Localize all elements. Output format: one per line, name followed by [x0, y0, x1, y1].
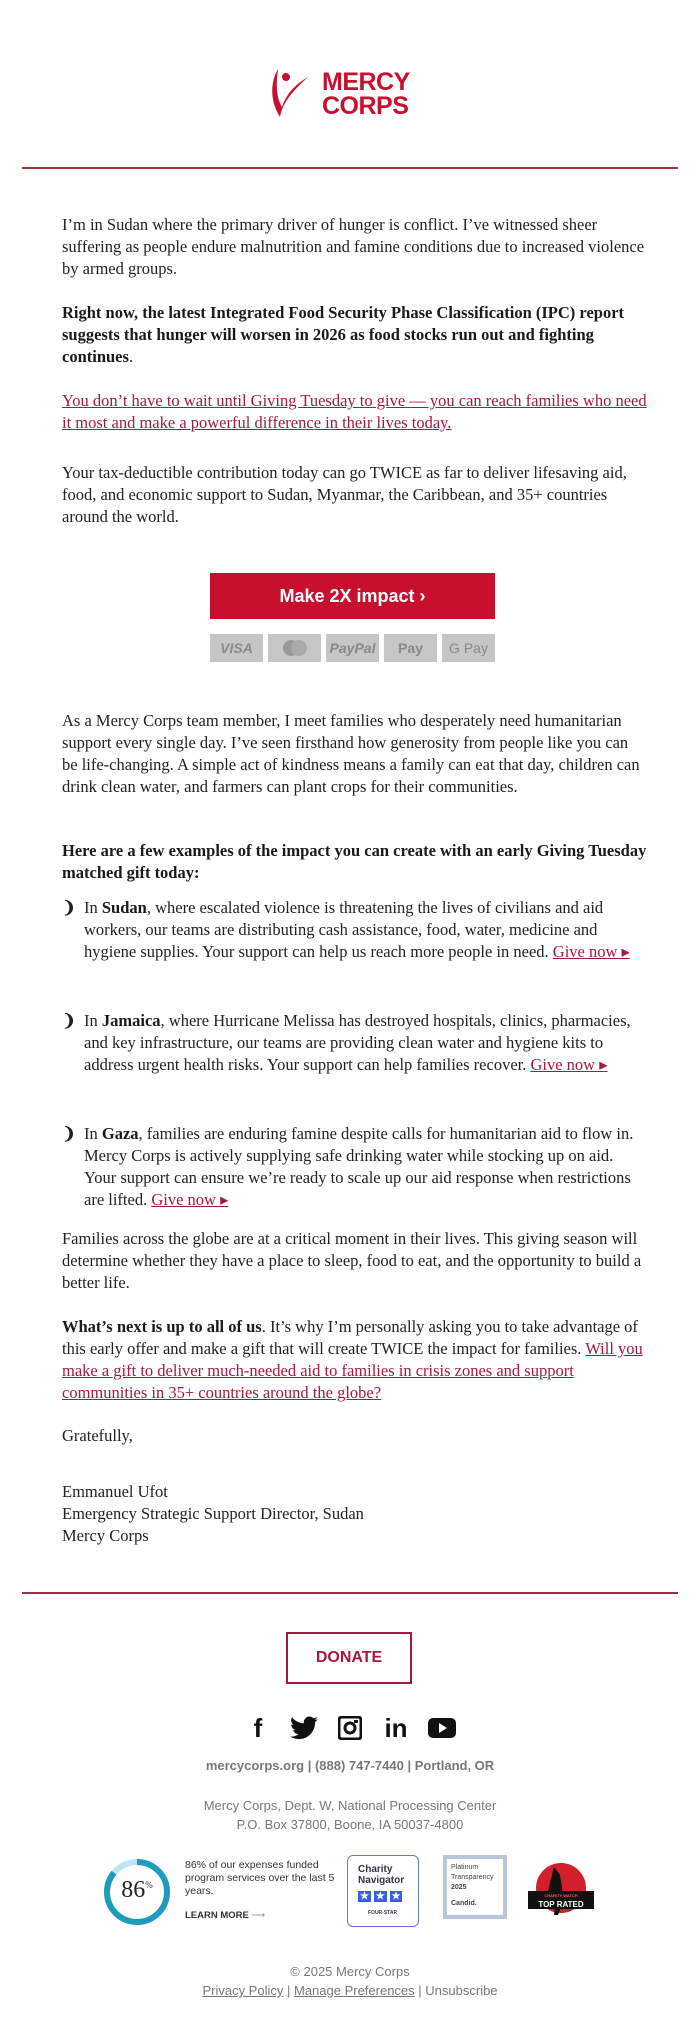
mercy-corps-logo[interactable]: [268, 64, 438, 124]
mercy-corps-leaf-icon: [268, 65, 316, 123]
candid-3: 2025: [451, 1884, 467, 1891]
header-divider: [22, 167, 678, 169]
bullet-text: , where Hurricane Melissa has destroyed hospitals, clinics, pharmacies, and key infrastructure, our teams are providing clean water and hygiene kits to address urgent health risks. Your support can help families recover.: [84, 1011, 631, 1074]
stat-value: 86: [121, 1877, 146, 1903]
intro-paragraph-4: Your tax-deductible contribution today can go TWICE as far to deliver lifesaving aid, food, and economic support to Sudan, Myanmar, the Caribbean, and 35+ countries around the world.: [62, 463, 627, 526]
bullet-chevron-icon: ❩: [62, 1125, 76, 1143]
cn-line-2: Navigator: [358, 1875, 405, 1886]
mastercard-icon: [268, 634, 321, 662]
visa-icon: VISA: [210, 634, 263, 662]
payment-methods: [210, 634, 495, 662]
arrow-right-icon: ⟶: [251, 1910, 266, 1921]
stat-description: 86% of our expenses funded program services over the last 5 years.: [185, 1859, 335, 1897]
youtube-icon[interactable]: [427, 1713, 457, 1743]
paypal-icon: PayPal: [326, 634, 379, 662]
signature-title: Emergency Strategic Support Director, Sudan: [62, 1504, 364, 1523]
charitywatch-top-rated-badge[interactable]: [528, 1861, 594, 1921]
body-paragraph-1: As a Mercy Corps team member, I meet families who desperately need humanitarian support every single day. I’ve seen firsthand how generosity from people like you can be life-changing. A simple act of kindness means a family can eat that day, children can drink clean water, and farmers can plant crops for their communities.: [62, 711, 640, 796]
giving-tuesday-link[interactable]: You don’t have to wait until Giving Tuesday to give — you can reach families who need it most and make a powerful difference in their lives today.: [62, 391, 647, 432]
logo-text-mercy: MERCY: [322, 68, 410, 96]
signature: [62, 1481, 647, 1547]
apple-pay-icon: Pay: [384, 634, 437, 662]
bullet-pre: In: [84, 1124, 102, 1143]
contact-line: mercycorps.org | (888) 747-7440 | Portland, OR: [205, 1758, 495, 1773]
bullet-pre: In: [84, 1011, 102, 1030]
country-name: Sudan: [101, 898, 147, 917]
city: Portland, OR: [414, 1758, 495, 1773]
list-item-jamaica: [62, 1010, 647, 1076]
trust-badges: [100, 1855, 600, 1930]
website-link[interactable]: mercycorps.org: [205, 1758, 305, 1773]
signature-name: Emmanuel Ufot: [62, 1482, 168, 1501]
whats-next-bold: What’s next is up to all of us: [62, 1317, 262, 1336]
learn-more-link[interactable]: [185, 1910, 265, 1921]
candid-platinum-badge[interactable]: [443, 1855, 507, 1919]
address-line-2: P.O. Box 37800, Boone, IA 50037-4800: [236, 1817, 464, 1832]
signature-org: Mercy Corps: [62, 1526, 149, 1545]
candid-1: Platinum: [451, 1864, 479, 1871]
linkedin-icon[interactable]: in: [384, 1712, 408, 1743]
privacy-policy-link[interactable]: Privacy Policy: [202, 1983, 284, 1998]
intro-paragraph-1: I’m in Sudan where the primary driver of hunger is conflict. I’ve witnessed sheer suffering as people endure malnutrition and famine conditions due to increased violence by armed groups.: [62, 215, 645, 278]
cn-line-1: Charity: [358, 1864, 393, 1875]
copyright: © 2025 Mercy Corps: [290, 1964, 410, 1979]
bullet-chevron-icon: ❩: [62, 1012, 76, 1030]
give-now-link[interactable]: Give now ▸: [151, 1190, 229, 1209]
footer-divider: [22, 1592, 678, 1594]
bullet-chevron-icon: ❩: [62, 899, 76, 917]
manage-preferences-link[interactable]: Manage Preferences: [293, 1983, 415, 1998]
cn-four-star: FOUR-STAR: [368, 1910, 398, 1916]
candid-2: Transparency: [451, 1874, 494, 1881]
phone: (888) 747-7440: [314, 1758, 404, 1773]
make-2x-impact-button[interactable]: Make 2X impact ›: [210, 573, 495, 619]
mailing-address: [0, 1796, 700, 1834]
ipc-statement: Right now, the latest Integrated Food Security Phase Classification (IPC) report suggests that hunger will worsen in 2026 as food stocks run out and fighting continues: [62, 303, 625, 366]
country-name: Gaza: [101, 1124, 139, 1143]
stat-pct: %: [145, 1880, 153, 1890]
country-name: Jamaica: [101, 1011, 161, 1030]
expense-ratio-ring: [102, 1857, 172, 1932]
candid-4: Candid.: [451, 1900, 477, 1907]
stars-icon: ★ ★ ★: [360, 1891, 401, 1902]
instagram-icon[interactable]: [335, 1713, 365, 1743]
address-line-1: Mercy Corps, Dept. W, National Processing Center: [203, 1798, 497, 1813]
bullet-pre: In: [84, 898, 102, 917]
list-item-sudan: [62, 897, 647, 963]
give-now-link[interactable]: Give now ▸: [530, 1055, 608, 1074]
logo-text-corps: CORPS: [322, 92, 409, 120]
bullet-text: , where escalated violence is threatening the lives of civilians and aid workers, our teams are distributing cash assistance, food, water, medicine and hygiene supplies. Your support can help us reach more people in need.: [84, 898, 604, 961]
donate-button[interactable]: DONATE: [286, 1632, 412, 1684]
make-gift-link[interactable]: Will you make a gift to deliver much-needed aid to families in crisis zones and support communities in 35+ countries around the globe?: [62, 1339, 643, 1402]
facebook-icon[interactable]: f: [253, 1712, 263, 1743]
cw-2: TOP RATED: [538, 1900, 584, 1909]
footer-legal: © 2025 Mercy Corps Privacy Policy | Manage Preferences | Unsubscribe: [0, 1962, 700, 2000]
unsubscribe-link[interactable]: Unsubscribe: [425, 1983, 498, 1998]
give-now-link[interactable]: Give now ▸: [552, 942, 630, 961]
cw-1: CHARITY WATCH: [544, 1893, 578, 1898]
learn-more-label: LEARN MORE: [185, 1910, 249, 1921]
period: .: [128, 347, 134, 366]
examples-heading: Here are a few examples of the impact you can create with an early Giving Tuesday matched gift today:: [62, 841, 647, 882]
twitter-icon[interactable]: [289, 1713, 319, 1743]
families-paragraph: Families across the globe are at a critical moment in their lives. This giving season will determine whether they have a place to sleep, food to eat, and the opportunity to build a better life.: [62, 1229, 642, 1292]
list-item-gaza: [62, 1123, 647, 1211]
intro-paragraph-2: [62, 302, 647, 368]
bullet-text: , families are enduring famine despite calls for humanitarian aid to flow in. Mercy Corps is actively supplying safe drinking water while stocking up on aid. Your support can ensure we’re ready to scale up our aid response when restrictions are lifted.: [84, 1124, 634, 1209]
charity-navigator-badge[interactable]: [347, 1855, 419, 1927]
whats-next-paragraph: [62, 1316, 647, 1404]
closing: Gratefully,: [62, 1426, 133, 1445]
google-pay-icon: G Pay: [442, 634, 495, 662]
social-links: [0, 1713, 700, 1743]
whats-next-text: . It’s why I’m personally asking you to take advantage of this early offer and make a gift that will create TWICE the impact for families.: [62, 1317, 638, 1358]
